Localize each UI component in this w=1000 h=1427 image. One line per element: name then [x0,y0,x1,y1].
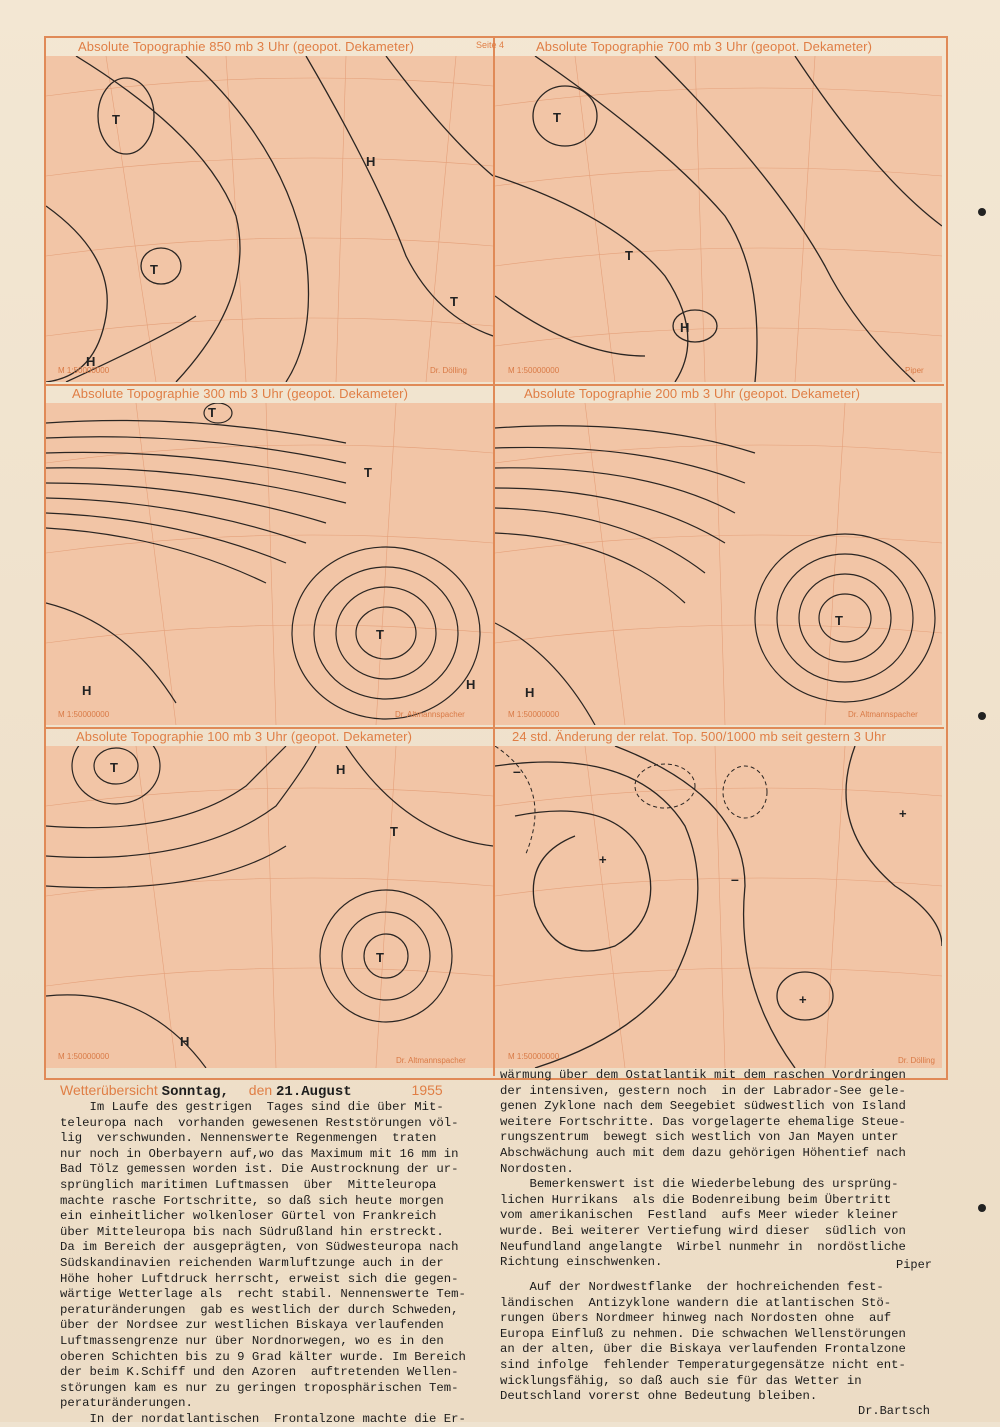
punch-hole [978,1204,986,1212]
text-line: weitere Fortschritte. Das vorgelagerte ehemalige Steue- [500,1114,906,1129]
text-line: vom amerikanischen Festland aufs Meer wieder kleiner [500,1208,899,1223]
text-line: genen Zyklone nach dem Seegebiet südwestlich von Island [500,1099,906,1114]
text-line: Richtung einschwenken. [500,1255,663,1270]
right-column-b [500,1280,906,1405]
svg-text:T: T [553,110,561,125]
text-line: ländischen Antizyklone wandern die atlantischen Stö- [500,1295,892,1310]
text-line: lig verschwunden. Nennenswerte Regenmengen traten [60,1131,437,1146]
map-title-850: Absolute Topographie 850 mb 3 Uhr (geopot. Dekameter) [78,39,415,54]
svg-text:T: T [208,405,216,420]
page-number: Seite 4 [476,40,505,50]
svg-text:T: T [364,465,372,480]
text-line: Auf der Nordwestflanke der hochreichenden fest- [500,1280,884,1294]
map-author-850: Dr. Dölling [430,366,467,375]
left-column [60,1100,466,1427]
text-line: über der Nordsee zur westlichen Biskaya verlaufenden [60,1318,444,1333]
map-850mb [46,56,493,382]
text-line: sprünglich maritimen Luftmassen über Mitteleuropa [60,1177,437,1192]
map-author-300: Dr. Altmannspacher [395,710,465,719]
summary-label: Wetterübersicht [60,1082,158,1098]
svg-text:H: H [336,762,346,777]
map-scale-700: M 1:50000000 [508,366,560,375]
map-700mb [495,56,942,382]
text-line: Da im Bereich der ausgeprägten, von Südwesteuropa nach [60,1240,459,1255]
text-line: Luftmassengrenze nur über Nordnorwegen, wo es in den [60,1333,444,1348]
text-line: oberen Schichten bis zu 9 Grad kälter wurde. Im Bereich [60,1349,466,1364]
svg-text:H: H [680,320,690,335]
text-line: In der nordatlantischen Frontalzone machte die Er- [60,1411,466,1426]
text-line: Abschwächung auch mit dem dazu gehörigen Höhentief nach [500,1145,906,1160]
text-line: rungen übers Nordmeer hinweg nach Nordosten ohne auf [500,1311,892,1326]
svg-text:T: T [450,294,458,309]
text-line: nur noch in Oberbayern auf,wo das Maximum mit 16 mm in [60,1146,459,1161]
map-author-200: Dr. Altmannspacher [848,710,918,719]
svg-text:–: – [731,871,739,887]
text-line: rungszentrum bewegt sich westlich von Jan Mayen unter [500,1130,899,1145]
text-line: teleuropa nach vorhanden gewesenen Reststörungen völ- [60,1115,459,1130]
map-author-700: Piper [905,366,924,375]
map-300mb [46,403,493,725]
map-scale-300: M 1:50000000 [58,710,110,719]
map-change-500-1000 [495,746,942,1068]
map-scale-100: M 1:50000000 [58,1052,110,1061]
svg-text:H: H [525,685,535,700]
signature-piper: Piper [896,1258,933,1272]
summary-date: 21.August [276,1084,352,1100]
text-line: lichen Hurrikans als die Bodenreibung beim Übertritt [500,1192,892,1207]
text-line: wärmung über dem Ostatlantik mit dem raschen Vordringen [500,1068,906,1082]
svg-text:H: H [366,154,376,169]
summary-weekday: Sonntag, [161,1084,229,1100]
text-line: peraturänderungen. [60,1396,193,1411]
text-line: Deutschland vorerst ohne Bedeutung bleiben. [500,1389,818,1404]
text-line: machte rasche Fortschritte, so daß sich heute morgen [60,1193,444,1208]
svg-text:H: H [466,677,476,692]
svg-text:T: T [110,760,118,775]
svg-text:T: T [625,248,633,263]
map-title-200: Absolute Topographie 200 mb 3 Uhr (geopot. Dekameter) [524,386,861,401]
weather-summary-heading [60,1082,443,1100]
punch-hole [978,208,986,216]
svg-text:T: T [376,627,384,642]
summary-den: den [248,1082,273,1098]
text-line: wicklungsfähig, so daß auch sie für das Wetter in [500,1373,862,1388]
svg-text:+: + [799,992,807,1007]
svg-text:–: – [513,763,521,779]
text-line: Nordosten. [500,1161,574,1176]
text-line: Bemerkenswert ist die Wiederbelebung des ursprüng- [500,1177,899,1192]
text-line: Südskandinavien reichenden Warmluftzunge auch in der [60,1255,444,1270]
map-title-100: Absolute Topographie 100 mb 3 Uhr (geopot. Dekameter) [76,729,413,744]
text-line: peraturänderungen gab es westlich der durch Schweden, [60,1302,459,1317]
text-line: Europa Einfluß zu nehmen. Die schwachen Wellenstörungen [500,1326,906,1341]
map-scale-850: M 1:50000000 [58,366,110,375]
map-title-change: 24 std. Änderung der relat. Top. 500/1000 mb seit gestern 3 Uhr [512,729,886,744]
svg-text:H: H [86,354,96,369]
svg-text:T: T [150,262,158,277]
map-title-300: Absolute Topographie 300 mb 3 Uhr (geopot. Dekameter) [72,386,409,401]
right-column-a [500,1068,906,1271]
map-author-change: Dr. Dölling [898,1056,935,1065]
text-line: der beim K.Schiff und den Azoren auftretenden Wellen- [60,1365,459,1380]
summary-year: 1955 [411,1082,443,1098]
text-line: Bad Tölz gemessen worden ist. Die Austrocknung der ur- [60,1162,459,1177]
text-line: störungen kam es nur zu geringen troposphärischen Tem- [60,1380,459,1395]
map-scale-200: M 1:50000000 [508,710,560,719]
svg-text:H: H [180,1034,190,1049]
text-line: Neufundland angelangte Wirbel nunmehr in nordöstliche [500,1239,906,1254]
svg-text:T: T [835,613,843,628]
map-200mb [495,403,942,725]
text-line: sind infolge fehlender Temperaturgegensätze nicht ent- [500,1357,906,1372]
text-line: Höhe hoher Luftdruck herrscht, erweist sich die gegen- [60,1271,459,1286]
text-line: ein einheitlicher wolkenloser Gürtel von Frankreich [60,1209,437,1224]
svg-text:T: T [112,112,120,127]
map-title-700: Absolute Topographie 700 mb 3 Uhr (geopot. Dekameter) [536,39,873,54]
text-line: wurde. Bei weiterer Vertiefung wird dieser südlich von [500,1223,906,1238]
punch-hole [978,712,986,720]
text-line: wärtige Wetterlage als recht stabil. Nennenswerte Tem- [60,1287,466,1302]
svg-text:+: + [899,806,907,821]
text-line: der intensiven, gestern noch in der Labrador-See gele- [500,1083,906,1098]
text-line: über Mitteleuropa bis nach Südrußland hin erstreckt. [60,1224,444,1239]
signature-bartsch: Dr.Bartsch [858,1404,931,1418]
text-line: an der alten, über die Biskaya verlaufenden Frontalzone [500,1342,906,1357]
map-scale-change: M 1:50000000 [508,1052,560,1061]
map-100mb [46,746,493,1068]
svg-text:T: T [376,950,384,965]
map-author-100: Dr. Altmannspacher [396,1056,466,1065]
svg-text:H: H [82,683,92,698]
text-line: Im Laufe des gestrigen Tages sind die über Mit- [60,1100,444,1114]
svg-text:T: T [390,824,398,839]
svg-text:+: + [599,852,607,867]
